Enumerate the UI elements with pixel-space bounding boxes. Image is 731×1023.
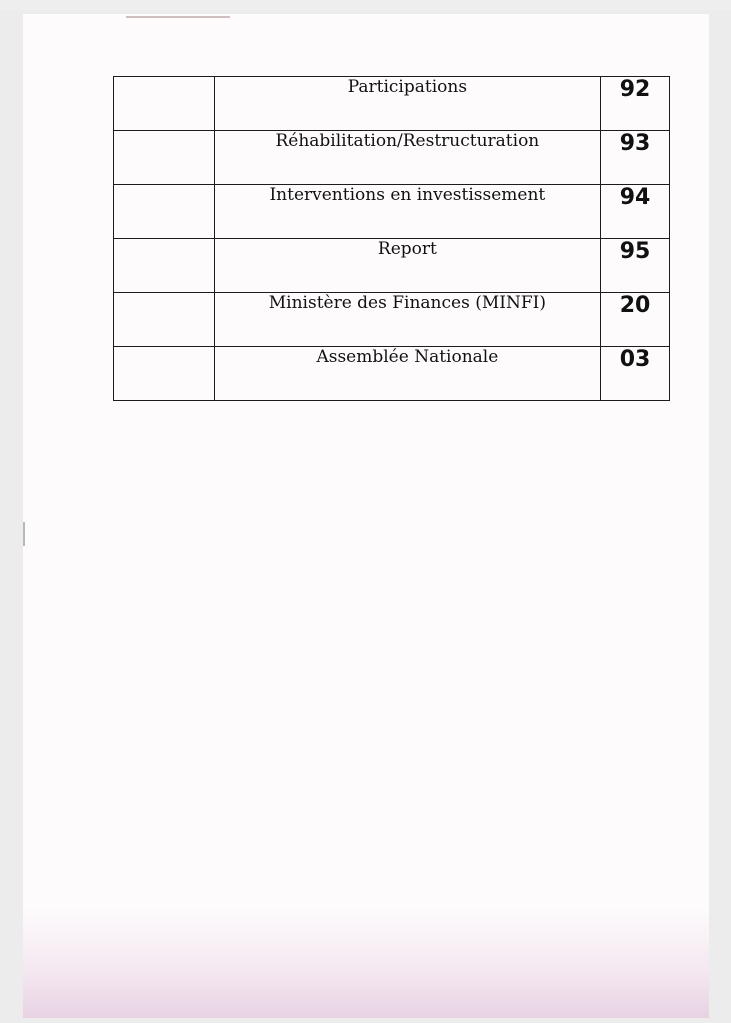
table-row [114,77,670,131]
row-label: Report [214,239,601,293]
blank-cell [114,77,215,131]
blank-cell [114,131,215,185]
edge-artifact [23,522,25,546]
table-row [114,239,670,293]
blank-cell [114,347,215,401]
row-number: 20 [601,293,670,347]
row-label: Participations [214,77,601,131]
blank-cell [114,185,215,239]
top-strip [0,0,731,10]
row-label: Interventions en investissement [214,185,601,239]
scan-artifact [126,16,230,18]
row-label: Réhabilitation/Restructuration [214,131,601,185]
scanned-page [23,14,709,1018]
table-row [114,347,670,401]
table-row [114,131,670,185]
table-row [114,293,670,347]
row-label: Assemblée Nationale [214,347,601,401]
row-number: 95 [601,239,670,293]
blank-cell [114,293,215,347]
table-row [114,185,670,239]
blank-cell [114,239,215,293]
budget-code-table [113,76,670,401]
row-number: 94 [601,185,670,239]
row-number: 03 [601,347,670,401]
row-number: 93 [601,131,670,185]
row-label: Ministère des Finances (MINFI) [214,293,601,347]
row-number: 92 [601,77,670,131]
